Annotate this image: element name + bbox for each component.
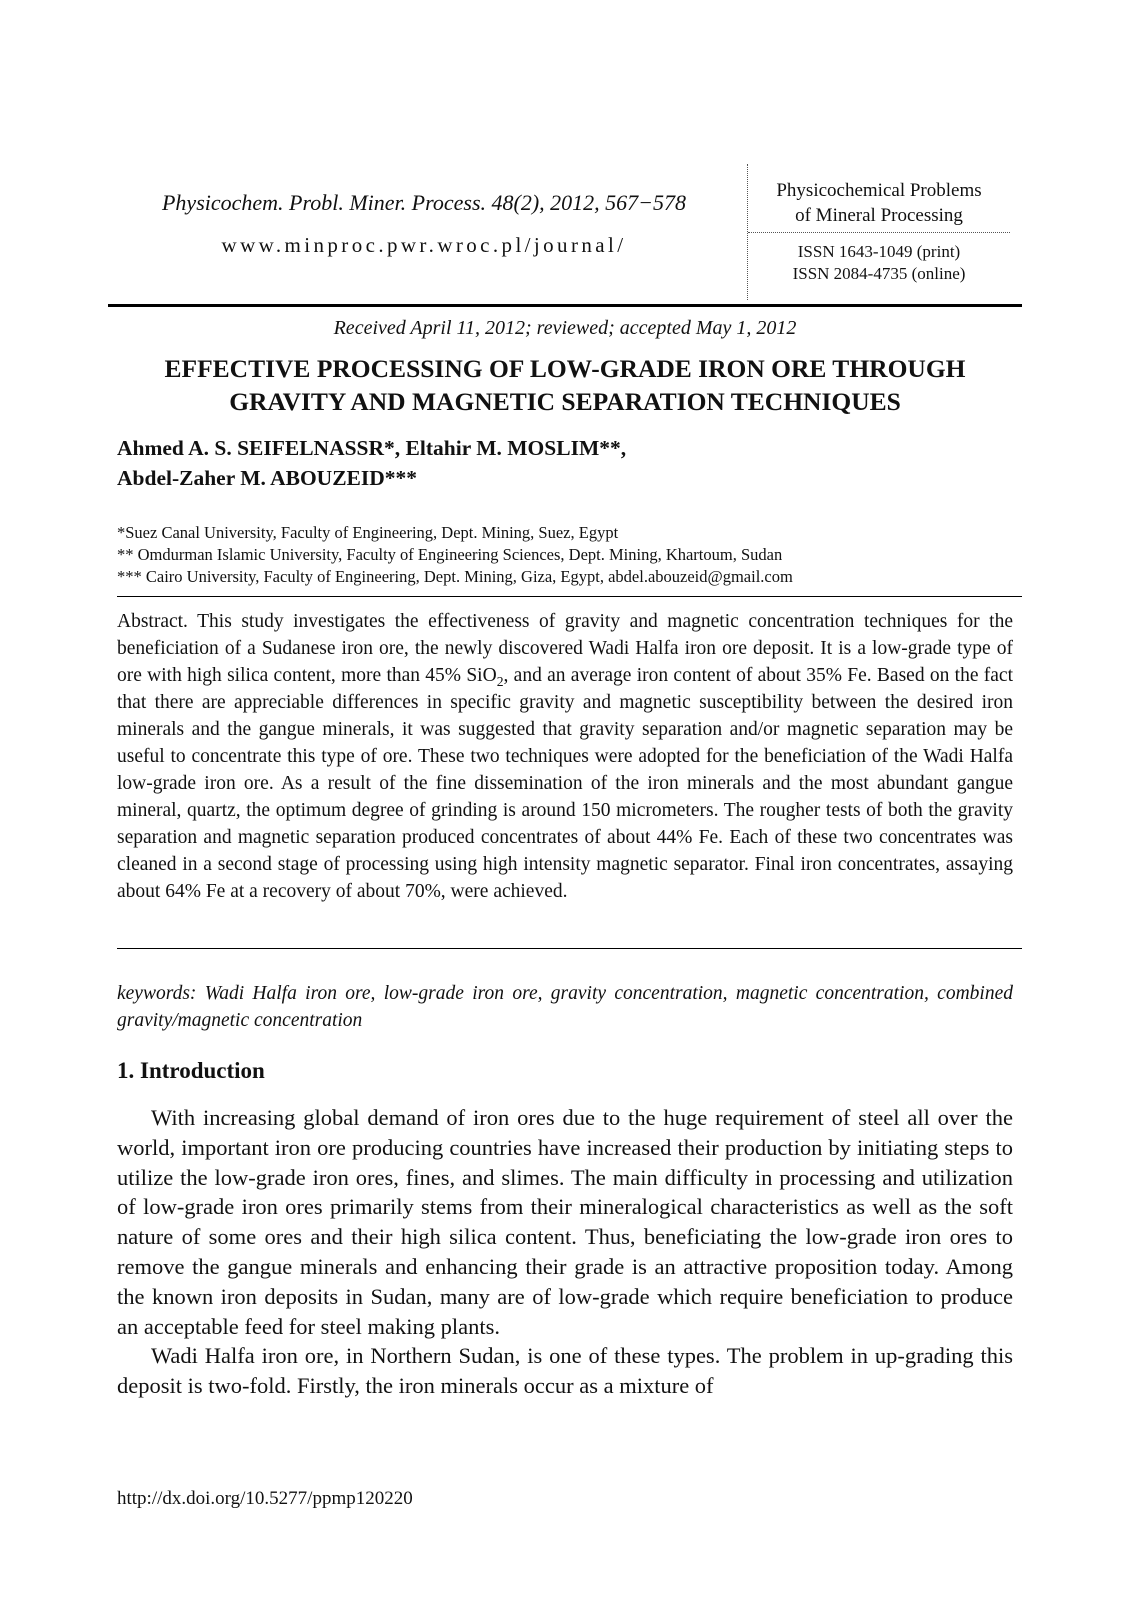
abstract-bottom-rule — [117, 948, 1022, 949]
paper-title — [108, 352, 1022, 418]
journal-name-line1: Physicochemical Problems — [776, 180, 982, 201]
received-dates: Received April 11, 2012; reviewed; accepted May 1, 2012 — [333, 317, 797, 339]
header-citation-block — [108, 188, 740, 260]
header-journal-block — [748, 178, 1010, 285]
affiliation-3: *** Cairo University, Faculty of Engineering, Dept. Mining, Giza, Egypt, abdel.abouzeid@gmail.com — [117, 567, 793, 586]
issn-print: ISSN 1643-1049 (print) — [797, 242, 961, 261]
keywords: keywords: Wadi Halfa iron ore, low-grade iron ore, gravity concentration, magnetic concentration, combined gravity/magnetic concentration — [117, 983, 1013, 1031]
issn-online: ISSN 2084-4735 (online) — [792, 264, 966, 283]
affiliation-2: ** Omdurman Islamic University, Faculty of Engineering Sciences, Dept. Mining, Khartoum, Sudan — [117, 545, 783, 564]
issn-block — [748, 241, 1010, 285]
introduction-paragraph-1: With increasing global demand of iron ores due to the huge requirement of steel all over the world, important iron ore producing countries have increased their production by initiating steps to utilize the low-grade iron ores, fines, and slimes. The main difficulty in processing and utilization of low-grade iron ores primarily stems from their mineralogical characteristics as well as the soft nature of some ores and their high silica content. Thus, beneficiating the low-grade iron ores to remove the gangue minerals and enhancing their grade is an attractive proposition today. Among the known iron deposits in Sudan, many are of low-grade which require beneficiation to produce an acceptable feed for steel making plants. — [117, 1105, 1013, 1339]
introduction-body — [117, 1103, 1013, 1401]
abstract-text-1: Abstract. This study investigates the effectiveness of gravity and magnetic concentration techniques for the beneficiation of a Sudanese iron ore, the newly discovered Wadi Halfa iron ore deposit. It is a low-grade type of ore with high silica content, more than 45% SiO — [117, 611, 1013, 686]
journal-name — [748, 178, 1010, 233]
affiliation-1: *Suez Canal University, Faculty of Engineering, Dept. Mining, Suez, Egypt — [117, 523, 619, 542]
abstract — [117, 608, 1013, 905]
author-list — [117, 433, 1017, 493]
journal-url[interactable]: www.minproc.pwr.wroc.pl/journal/ — [221, 233, 627, 257]
affiliations — [117, 522, 1022, 588]
authors-line2: Abdel-Zaher M. ABOUZEID*** — [117, 466, 418, 490]
doi-link[interactable]: http://dx.doi.org/10.5277/ppmp120220 — [117, 1488, 413, 1509]
abstract-text-2: , and an average iron content of about 35% Fe. Based on the fact that there are appreciable differences in specific gravity and magnetic susceptibility between the desired iron minerals and the gangue minerals, it was suggested that gravity separation and/or magnetic separation may be useful to concentrate this type of ore. These two techniques were adopted for the beneficiation of the Wadi Halfa low-grade iron ore. As a result of the fine dissemination of the iron minerals and the most abundant gangue mineral, quartz, the optimum degree of grinding is around 150 micrometers. The rougher tests of both the gravity separation and magnetic separation produced concentrates of about 44% Fe. Each of these two concentrates was cleaned in a second stage of processing using high intensity magnetic separator. Final iron concentrates, assaying about 64% Fe at a recovery of about 70%, were achieved. — [117, 665, 1013, 902]
header-rule — [108, 304, 1022, 307]
section-heading-introduction: 1. Introduction — [117, 1058, 265, 1083]
paper-title-line1: EFFECTIVE PROCESSING OF LOW-GRADE IRON ORE THROUGH — [164, 354, 966, 383]
paper-title-line2: GRAVITY AND MAGNETIC SEPARATION TECHNIQUES — [229, 387, 901, 416]
abstract-subscript: 2 — [496, 673, 504, 689]
journal-citation: Physicochem. Probl. Miner. Process. 48(2), 2012, 567−578 — [161, 190, 686, 215]
abstract-top-rule — [117, 596, 1022, 597]
journal-name-line2: of Mineral Processing — [795, 205, 963, 226]
authors-line1: Ahmed A. S. SEIFELNASSR*, Eltahir M. MOSLIM**, — [117, 436, 627, 460]
introduction-paragraph-2: Wadi Halfa iron ore, in Northern Sudan, is one of these types. The problem in up-grading this deposit is two-fold. Firstly, the iron minerals occur as a mixture of — [117, 1343, 1013, 1399]
